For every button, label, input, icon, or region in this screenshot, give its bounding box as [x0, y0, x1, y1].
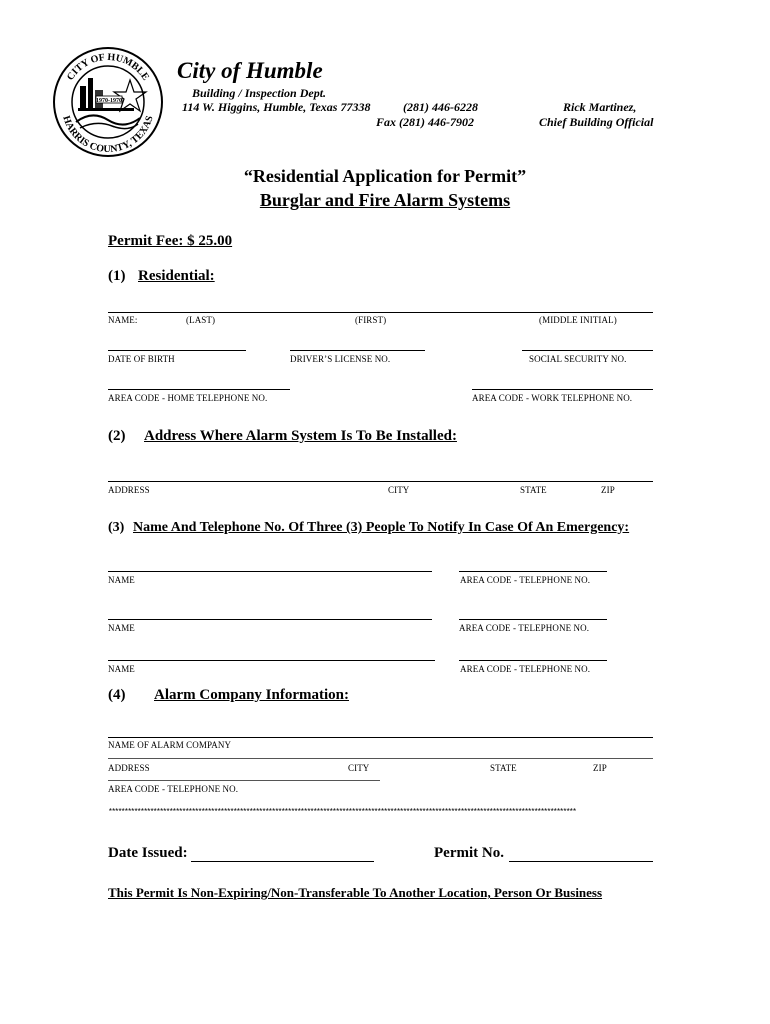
install-city-label: CITY [388, 485, 410, 495]
contact1-phone-label: AREA CODE - TELEPHONE NO. [460, 575, 591, 585]
permit-notice: This Permit Is Non-Expiring/Non-Transferable To Another Location, Person Or Business [108, 885, 603, 900]
dept-phone: (281) 446-6228 [403, 100, 478, 114]
permit-no-label: Permit No. [434, 845, 504, 861]
date-issued-field[interactable] [191, 847, 374, 862]
ssn-field[interactable] [522, 350, 653, 351]
section4-number: (4) [108, 687, 126, 703]
section2-number: (2) [108, 428, 126, 444]
permit-fee: Permit Fee: $ 25.00 [108, 233, 233, 249]
contact2-name-label: NAME [108, 623, 135, 633]
dept-name: Building / Inspection Dept. [192, 86, 327, 100]
permit-no-field[interactable] [509, 847, 653, 862]
official-name: Rick Martinez, [563, 100, 637, 114]
section1-heading: Residential: [138, 268, 215, 284]
city-name: City of Humble [177, 58, 323, 83]
name-label: NAME: [108, 315, 138, 325]
name-field[interactable] [108, 312, 653, 313]
dept-fax: Fax (281) 446-7902 [376, 115, 474, 129]
seal-bottom-text: HARRIS COUNTY, TEXAS [60, 114, 156, 156]
company-address-field[interactable] [108, 758, 653, 759]
contact3-name-field[interactable] [108, 660, 435, 661]
install-state-label: STATE [520, 485, 547, 495]
home-phone-field[interactable] [108, 389, 290, 390]
install-address-label: ADDRESS [108, 485, 150, 495]
first-label: (FIRST) [355, 315, 387, 325]
work-phone-field[interactable] [472, 389, 653, 390]
contact3-phone-label: AREA CODE - TELEPHONE NO. [460, 664, 591, 674]
section4-heading: Alarm Company Information: [154, 687, 349, 703]
date-issued-label: Date Issued: [108, 845, 188, 861]
contact1-phone-field[interactable] [459, 571, 607, 572]
ssn-label: SOCIAL SECURITY NO. [529, 354, 627, 364]
contact2-name-field[interactable] [108, 619, 432, 620]
home-phone-label: AREA CODE - HOME TELEPHONE NO. [108, 393, 268, 403]
dob-field[interactable] [108, 350, 246, 351]
section3-heading: Name And Telephone No. Of Three (3) People To Notify In Case Of An Emergency: [133, 520, 630, 535]
company-address-label: ADDRESS [108, 763, 150, 773]
seal-top-text: CITY OF HUMBLE [64, 51, 152, 83]
asterisk-separator: ************************************************************************************************************************************************** [108, 808, 576, 817]
seal-year: 1970-1970 [96, 98, 122, 104]
form-subtitle: Burglar and Fire Alarm Systems [259, 190, 511, 210]
official-title: Chief Building Official [539, 115, 654, 129]
city-seal [52, 46, 164, 158]
contact1-name-field[interactable] [108, 571, 432, 572]
form-title: “Residential Application for Permit” [243, 166, 527, 186]
section2-heading: Address Where Alarm System Is To Be Installed: [144, 428, 457, 444]
contact2-phone-label: AREA CODE - TELEPHONE NO. [459, 623, 590, 633]
work-phone-label: AREA CODE - WORK TELEPHONE NO. [472, 393, 633, 403]
company-zip-label: ZIP [593, 763, 607, 773]
company-name-field[interactable] [108, 737, 653, 738]
middle-label: (MIDDLE INITIAL) [539, 315, 617, 325]
last-label: (LAST) [186, 315, 216, 325]
section3-number: (3) [108, 520, 125, 535]
dl-label: DRIVER’S LICENSE NO. [290, 354, 391, 364]
contact3-phone-field[interactable] [459, 660, 607, 661]
dl-field[interactable] [290, 350, 425, 351]
section1-number: (1) [108, 268, 126, 284]
company-name-label: NAME OF ALARM COMPANY [108, 740, 232, 750]
install-address-field[interactable] [108, 481, 653, 482]
dob-label: DATE OF BIRTH [108, 354, 175, 364]
contact1-name-label: NAME [108, 575, 135, 585]
contact2-phone-field[interactable] [459, 619, 607, 620]
seal-icon [52, 46, 164, 158]
install-zip-label: ZIP [601, 485, 615, 495]
company-phone-label: AREA CODE - TELEPHONE NO. [108, 784, 239, 794]
dept-address: 114 W. Higgins, Humble, Texas 77338 [182, 100, 371, 114]
contact3-name-label: NAME [108, 664, 135, 674]
company-phone-field[interactable] [108, 780, 380, 781]
company-city-label: CITY [348, 763, 370, 773]
company-state-label: STATE [490, 763, 517, 773]
